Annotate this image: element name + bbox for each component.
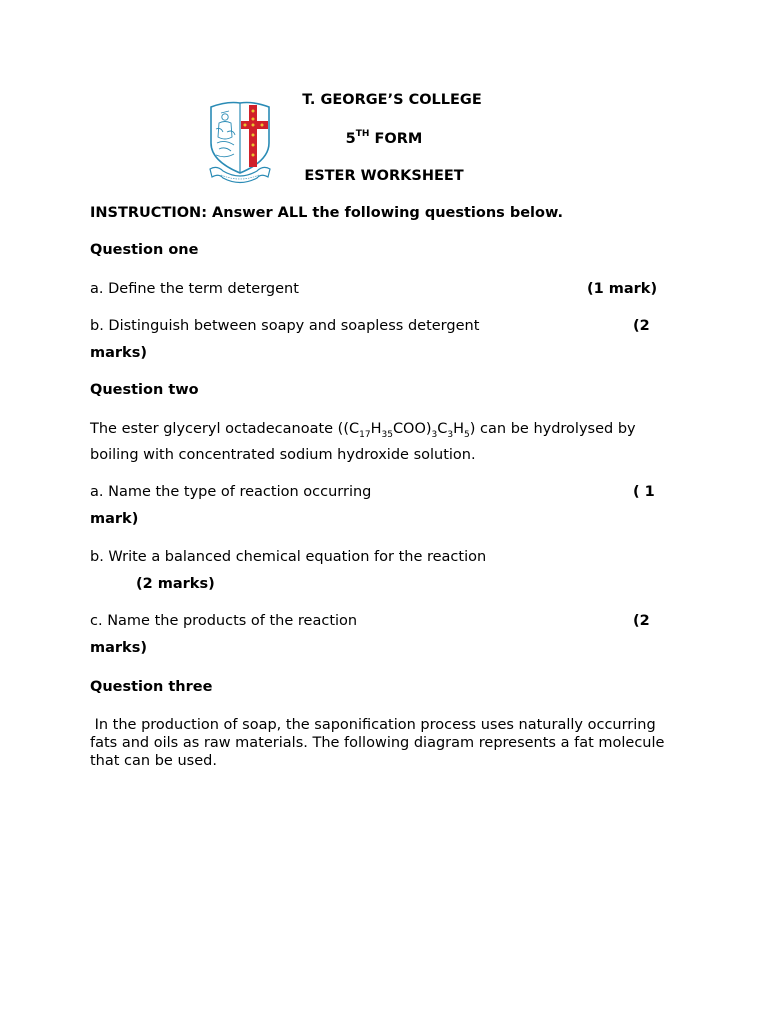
q2c-text: c. Name the products of the reaction	[90, 613, 358, 629]
q2c-marks-open: (2	[633, 613, 650, 629]
form-number: 5	[345, 130, 356, 147]
q1a-text: a. Define the term detergent	[90, 281, 299, 297]
q3-paragraph: In the production of soap, the saponification process uses naturally occurring fats and oils as raw materials. The following diagram represents a fat molecule that can be used.	[90, 717, 670, 769]
college-name: T. GEORGE’S COLLEGE	[302, 92, 482, 108]
q1b-marks-open: (2	[633, 318, 650, 334]
q1b-text: b. Distinguish between soapy and soapless detergent	[90, 318, 480, 334]
q2-intro-line2: boiling with concentrated sodium hydroxide solution.	[90, 447, 476, 463]
form-superscript: TH	[355, 129, 370, 139]
form-label: FORM	[374, 130, 423, 147]
q1b-marks-close: marks)	[90, 345, 147, 361]
question-one-heading: Question one	[90, 242, 199, 258]
instruction-text: INSTRUCTION: Answer ALL the following questions below.	[90, 205, 563, 221]
question-two-heading: Question two	[90, 382, 199, 398]
q2-intro-line1: The ester glyceryl octadecanoate $((C_{17}H_{35}COO)_3C_3H_5)$ can be hydrolysed by	[90, 421, 636, 440]
q2a-text: a. Name the type of reaction occurring	[90, 484, 372, 500]
worksheet-title: ESTER WORKSHEET	[304, 168, 464, 184]
form-heading	[0, 130, 768, 147]
question-three-heading: Question three	[90, 679, 213, 695]
q2b-text: b. Write a balanced chemical equation for the reaction	[90, 549, 487, 565]
q1a-marks: (1 mark)	[587, 281, 658, 297]
q2c-marks-close: marks)	[90, 640, 147, 656]
q2b-marks: (2 marks)	[136, 576, 215, 592]
q2a-marks-close: mark)	[90, 511, 139, 527]
q2a-marks-open: ( 1	[633, 484, 655, 500]
